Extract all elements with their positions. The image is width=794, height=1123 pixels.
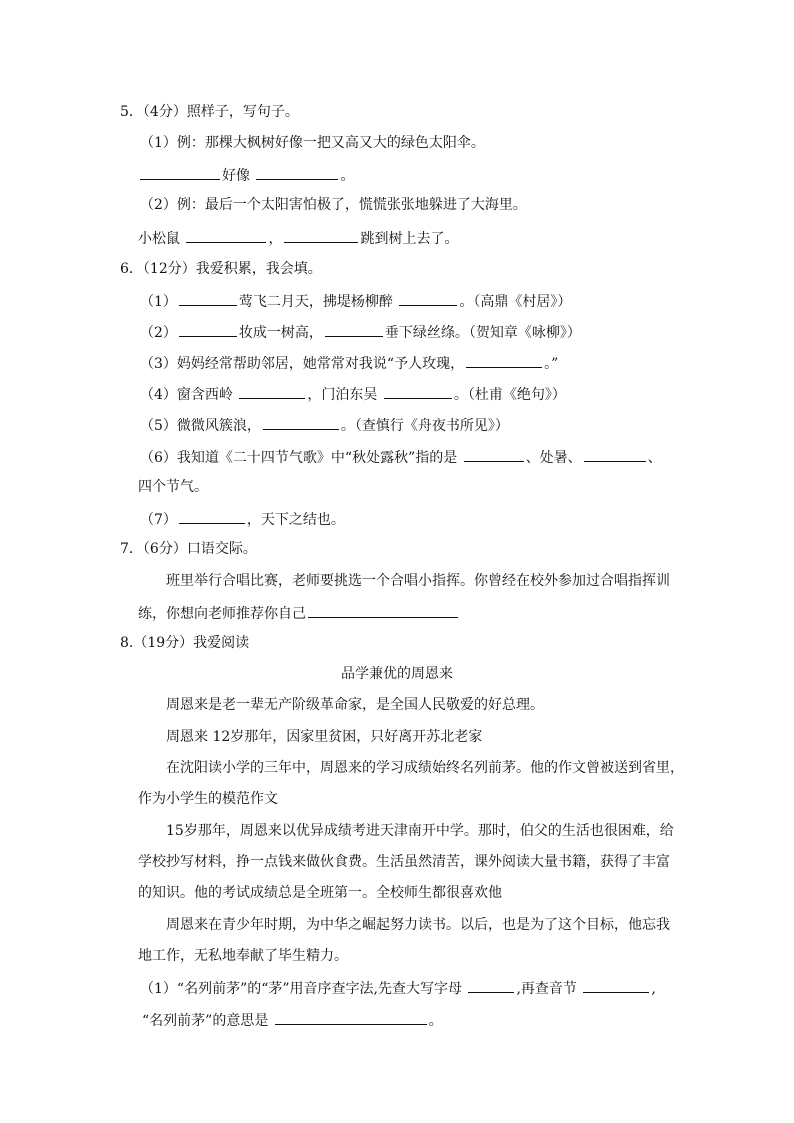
item-text: 。（高鼎《村居》）: [459, 294, 572, 310]
passage-paragraph-cont: 作为小学生的模范作文: [138, 791, 278, 807]
q5-answer-1-mid: 好像: [222, 168, 250, 184]
passage-paragraph: 在沈阳读小学的三年中，周恩来的学习成绩始终名列前茅。他的作文曾被送到省里，: [166, 760, 684, 776]
answer-blank[interactable]: [468, 977, 514, 993]
item-number: （1）: [140, 294, 177, 310]
item-number: （7）: [140, 512, 177, 528]
answer-blank[interactable]: [325, 321, 383, 337]
q5-answer-1: [138, 164, 354, 186]
item-text: 。（杜甫《绝句》）: [453, 387, 566, 403]
q7-prompt: 练，你想向老师推荐你自己: [138, 606, 306, 622]
answer-blank[interactable]: [140, 164, 220, 180]
q6-item-2: [140, 321, 581, 343]
item-text: 、处暑、: [525, 450, 582, 466]
item-text: （5）微微风簇浪，: [140, 418, 261, 434]
q5-example-2: （2）例：最后一个太阳害怕极了，慌慌张张地躲进了大海里。: [140, 197, 527, 213]
item-text: 妆成一树高，: [238, 325, 323, 341]
q6-header: 6．（12分）我爱积累，我会填。: [120, 261, 322, 277]
q7-header: 7．（6分）口语交际。: [120, 541, 257, 557]
q6-item-3: [140, 352, 558, 374]
q8-header: 8.（19分）我爱阅读: [120, 635, 250, 651]
answer-blank[interactable]: [179, 321, 237, 337]
answer-blank[interactable]: [284, 227, 358, 243]
answer-blank[interactable]: [275, 1009, 427, 1025]
q7-paragraph-line-1: 班里举行合唱比赛，老师要挑选一个合唱小指挥。你曾经在校外参加过合唱指挥训: [166, 573, 670, 589]
item-text: （4）窗含西岭: [140, 387, 233, 403]
passage-paragraph: 周恩来是老一辈无产阶级革命家，是全国人民敬爱的好总理。: [166, 697, 544, 713]
passage-paragraph: 15岁那年，周恩来以优异成绩考进天津南开中学。那时，伯父的生活也很困难，给: [166, 823, 674, 839]
item-text: 。: [428, 1013, 443, 1029]
q6-item-6: [140, 446, 662, 468]
item-text: 莺飞二月天，拂堤杨柳醉: [238, 294, 393, 310]
item-text: 。（查慎行《舟夜书所见》）: [340, 418, 509, 434]
q6-item-1: [140, 290, 571, 312]
q5-answer-2-comma: ，: [268, 231, 283, 247]
answer-blank[interactable]: [239, 383, 305, 399]
answer-blank[interactable]: [583, 977, 649, 993]
q8-sub-1: [140, 977, 656, 999]
item-text: 垂下绿丝绦。（贺知章《咏柳》）: [384, 325, 581, 341]
q6-item-5: [140, 414, 509, 436]
item-text: ,: [651, 981, 656, 997]
answer-blank[interactable]: [464, 446, 524, 462]
item-text: 。”: [544, 356, 559, 372]
passage-paragraph-cont: 的知识。他的考试成绩总是全班第一。全校师生都很喜欢他: [138, 885, 502, 901]
answer-blank[interactable]: [399, 290, 457, 306]
q7-paragraph-line-2: [138, 602, 460, 624]
item-text: （3）妈妈经常帮助邻居，她常常对我说“予人玫瑰，: [140, 356, 465, 372]
q5-answer-1-end: 。: [340, 168, 355, 184]
q6-item-4: [140, 383, 566, 405]
answer-blank[interactable]: [186, 227, 266, 243]
answer-blank[interactable]: [263, 414, 339, 430]
q5-answer-2-start: 小松鼠: [138, 231, 180, 247]
passage-paragraph: 周恩来在青少年时期，为中华之崛起努力读书。以后，也是为了这个目标，他忘我: [166, 917, 670, 933]
q5-answer-2: [138, 227, 458, 249]
q5-example-1: （1）例：那棵大枫树好像一把又高又大的绿色太阳伞。: [140, 135, 485, 151]
answer-blank[interactable]: [384, 383, 452, 399]
item-text: ,再查音节: [516, 981, 577, 997]
answer-blank[interactable]: [179, 290, 237, 306]
answer-blank[interactable]: [466, 352, 542, 368]
answer-blank[interactable]: [584, 446, 646, 462]
passage-title: 品学兼优的周恩来: [341, 666, 453, 682]
q6-item-6-cont: 四个节气。: [138, 479, 208, 495]
q8-sub-1-cont: [142, 1009, 443, 1031]
answer-blank[interactable]: [179, 508, 245, 524]
answer-blank[interactable]: [256, 164, 338, 180]
item-text: “名列前茅”的意思是: [142, 1013, 269, 1029]
passage-paragraph-cont: 地工作，无私地奉献了毕生精力。: [138, 948, 348, 964]
passage-paragraph: 周恩来 12岁那年，因家里贫困，只好离开苏北老家: [166, 729, 483, 745]
item-text: ，门泊东吴: [307, 387, 378, 403]
q5-answer-2-end: 跳到树上去了。: [360, 231, 459, 247]
answer-blank[interactable]: [308, 602, 458, 618]
q5-header: 5．（4分）照样子，写句子。: [120, 104, 299, 120]
item-text: 、: [647, 450, 662, 466]
item-text: （6）我知道《二十四节气歌》中“秋处露秋”指的是: [140, 450, 458, 466]
item-number: （2）: [140, 325, 177, 341]
item-text: ，天下之结也。: [246, 512, 345, 528]
passage-paragraph-cont: 学校抄写材料，挣一点钱来做伙食费。生活虽然清苦，课外阅读大量书籍，获得了丰富: [138, 854, 670, 870]
q6-item-7: [140, 508, 345, 530]
item-text: （1）“名列前茅”的“茅”用音序查字法,先查大写字母: [140, 981, 462, 997]
